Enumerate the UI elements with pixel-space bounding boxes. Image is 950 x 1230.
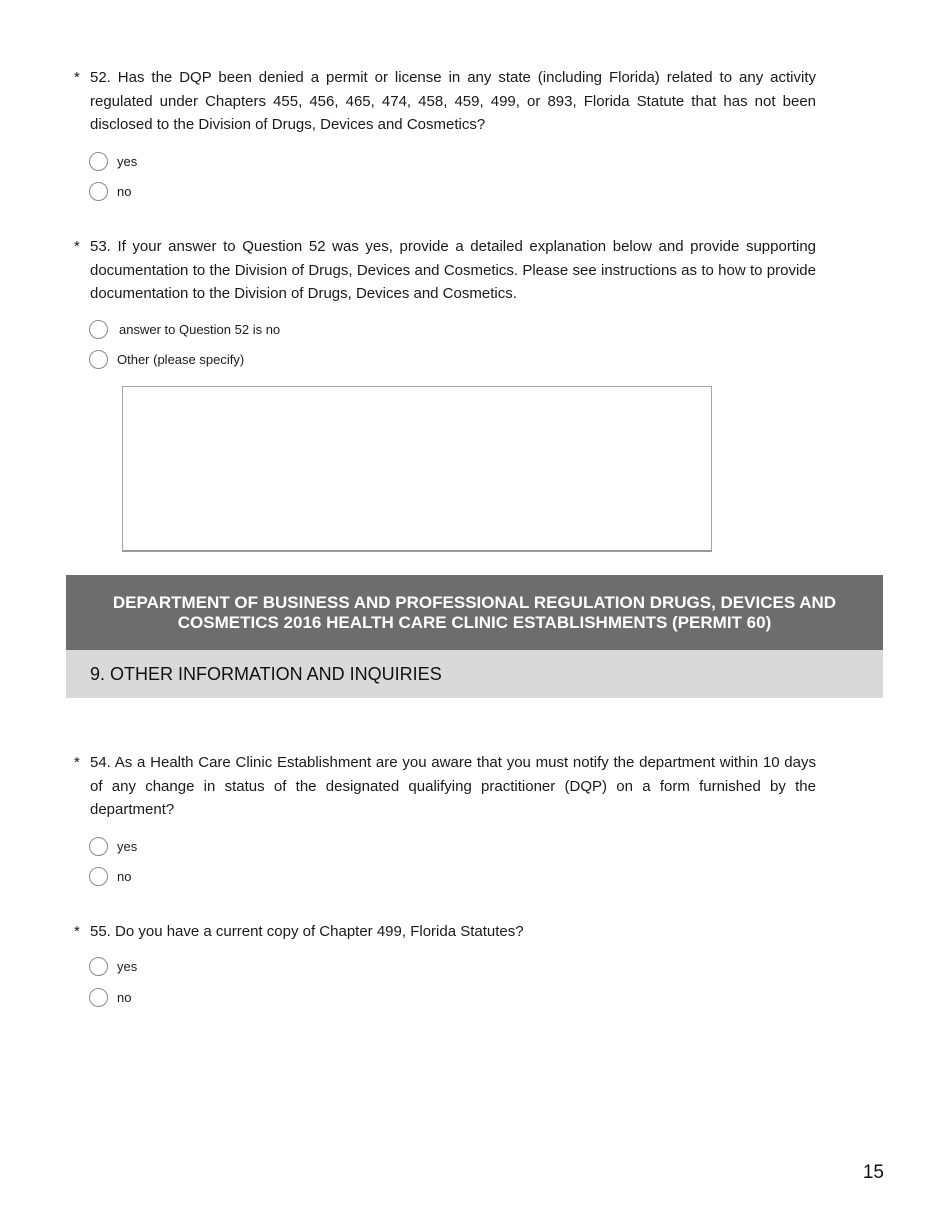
q54-option-yes[interactable]: [89, 835, 137, 857]
q55-option-yes[interactable]: [89, 955, 137, 977]
radio-button[interactable]: [89, 182, 108, 201]
question-54-text: 54. As a Health Care Clinic Establishment are you aware that you must notify the department within 10 days of any change in status of the designated qualifying practitioner (DQP) on a form furnished by the department?: [90, 754, 816, 818]
option-label: no: [117, 868, 132, 884]
required-marker: *: [74, 923, 80, 940]
radio-button[interactable]: [89, 350, 108, 369]
option-label: no: [117, 989, 132, 1005]
q52-option-yes[interactable]: [89, 150, 137, 172]
banner-title: DEPARTMENT OF BUSINESS AND PROFESSIONAL REGULATION DRUGS, DEVICES AND COSMETICS 2016 HEALTH CARE CLINIC ESTABLISHMENTS (PERMIT 60): [112, 592, 837, 632]
required-marker: *: [74, 238, 80, 255]
required-marker: *: [74, 69, 80, 86]
q52-option-no[interactable]: [89, 180, 131, 202]
radio-button[interactable]: [89, 320, 108, 339]
question-53: [74, 235, 816, 306]
radio-button[interactable]: [89, 152, 108, 171]
question-52-text: 52. Has the DQP been denied a permit or license in any state (including Florida) related to any activity regulated under Chapters 455, 456, 465, 474, 458, 459, 499, or 893, Florida Statute that has not been disclosed to the Division of Drugs, Devices and Cosmetics?: [90, 69, 816, 133]
required-marker: *: [74, 754, 80, 771]
radio-button[interactable]: [89, 988, 108, 1007]
q53-option-answer-no[interactable]: [89, 318, 280, 340]
option-label: Other (please specify): [117, 351, 245, 367]
option-label: yes: [117, 153, 138, 169]
q54-option-no[interactable]: [89, 865, 131, 887]
question-52: [74, 66, 816, 137]
question-53-text: 53. If your answer to Question 52 was yes, provide a detailed explanation below and provide supporting documentation to the Division of Drugs, Devices and Cosmetics. Please see instructions as to how to provide documentation to the Division of Drugs, Devices and Cosmetics.: [90, 238, 816, 302]
other-specify-textarea[interactable]: [122, 386, 712, 552]
option-label: answer to Question 52 is no: [119, 321, 281, 337]
option-label: yes: [117, 958, 138, 974]
radio-button[interactable]: [89, 957, 108, 976]
radio-button[interactable]: [89, 867, 108, 886]
question-55: [74, 920, 816, 944]
page-number: 15: [862, 1162, 884, 1183]
q55-option-no[interactable]: [89, 986, 131, 1008]
option-label: yes: [117, 838, 138, 854]
survey-banner: [66, 575, 883, 650]
section-title: 9. OTHER INFORMATION AND INQUIRIES: [90, 663, 442, 684]
section-header: [66, 650, 883, 698]
q53-option-other[interactable]: [89, 348, 244, 370]
radio-button[interactable]: [89, 837, 108, 856]
question-55-text: 55. Do you have a current copy of Chapter 499, Florida Statutes?: [90, 923, 524, 940]
question-54: [74, 751, 816, 822]
option-label: no: [117, 183, 132, 199]
